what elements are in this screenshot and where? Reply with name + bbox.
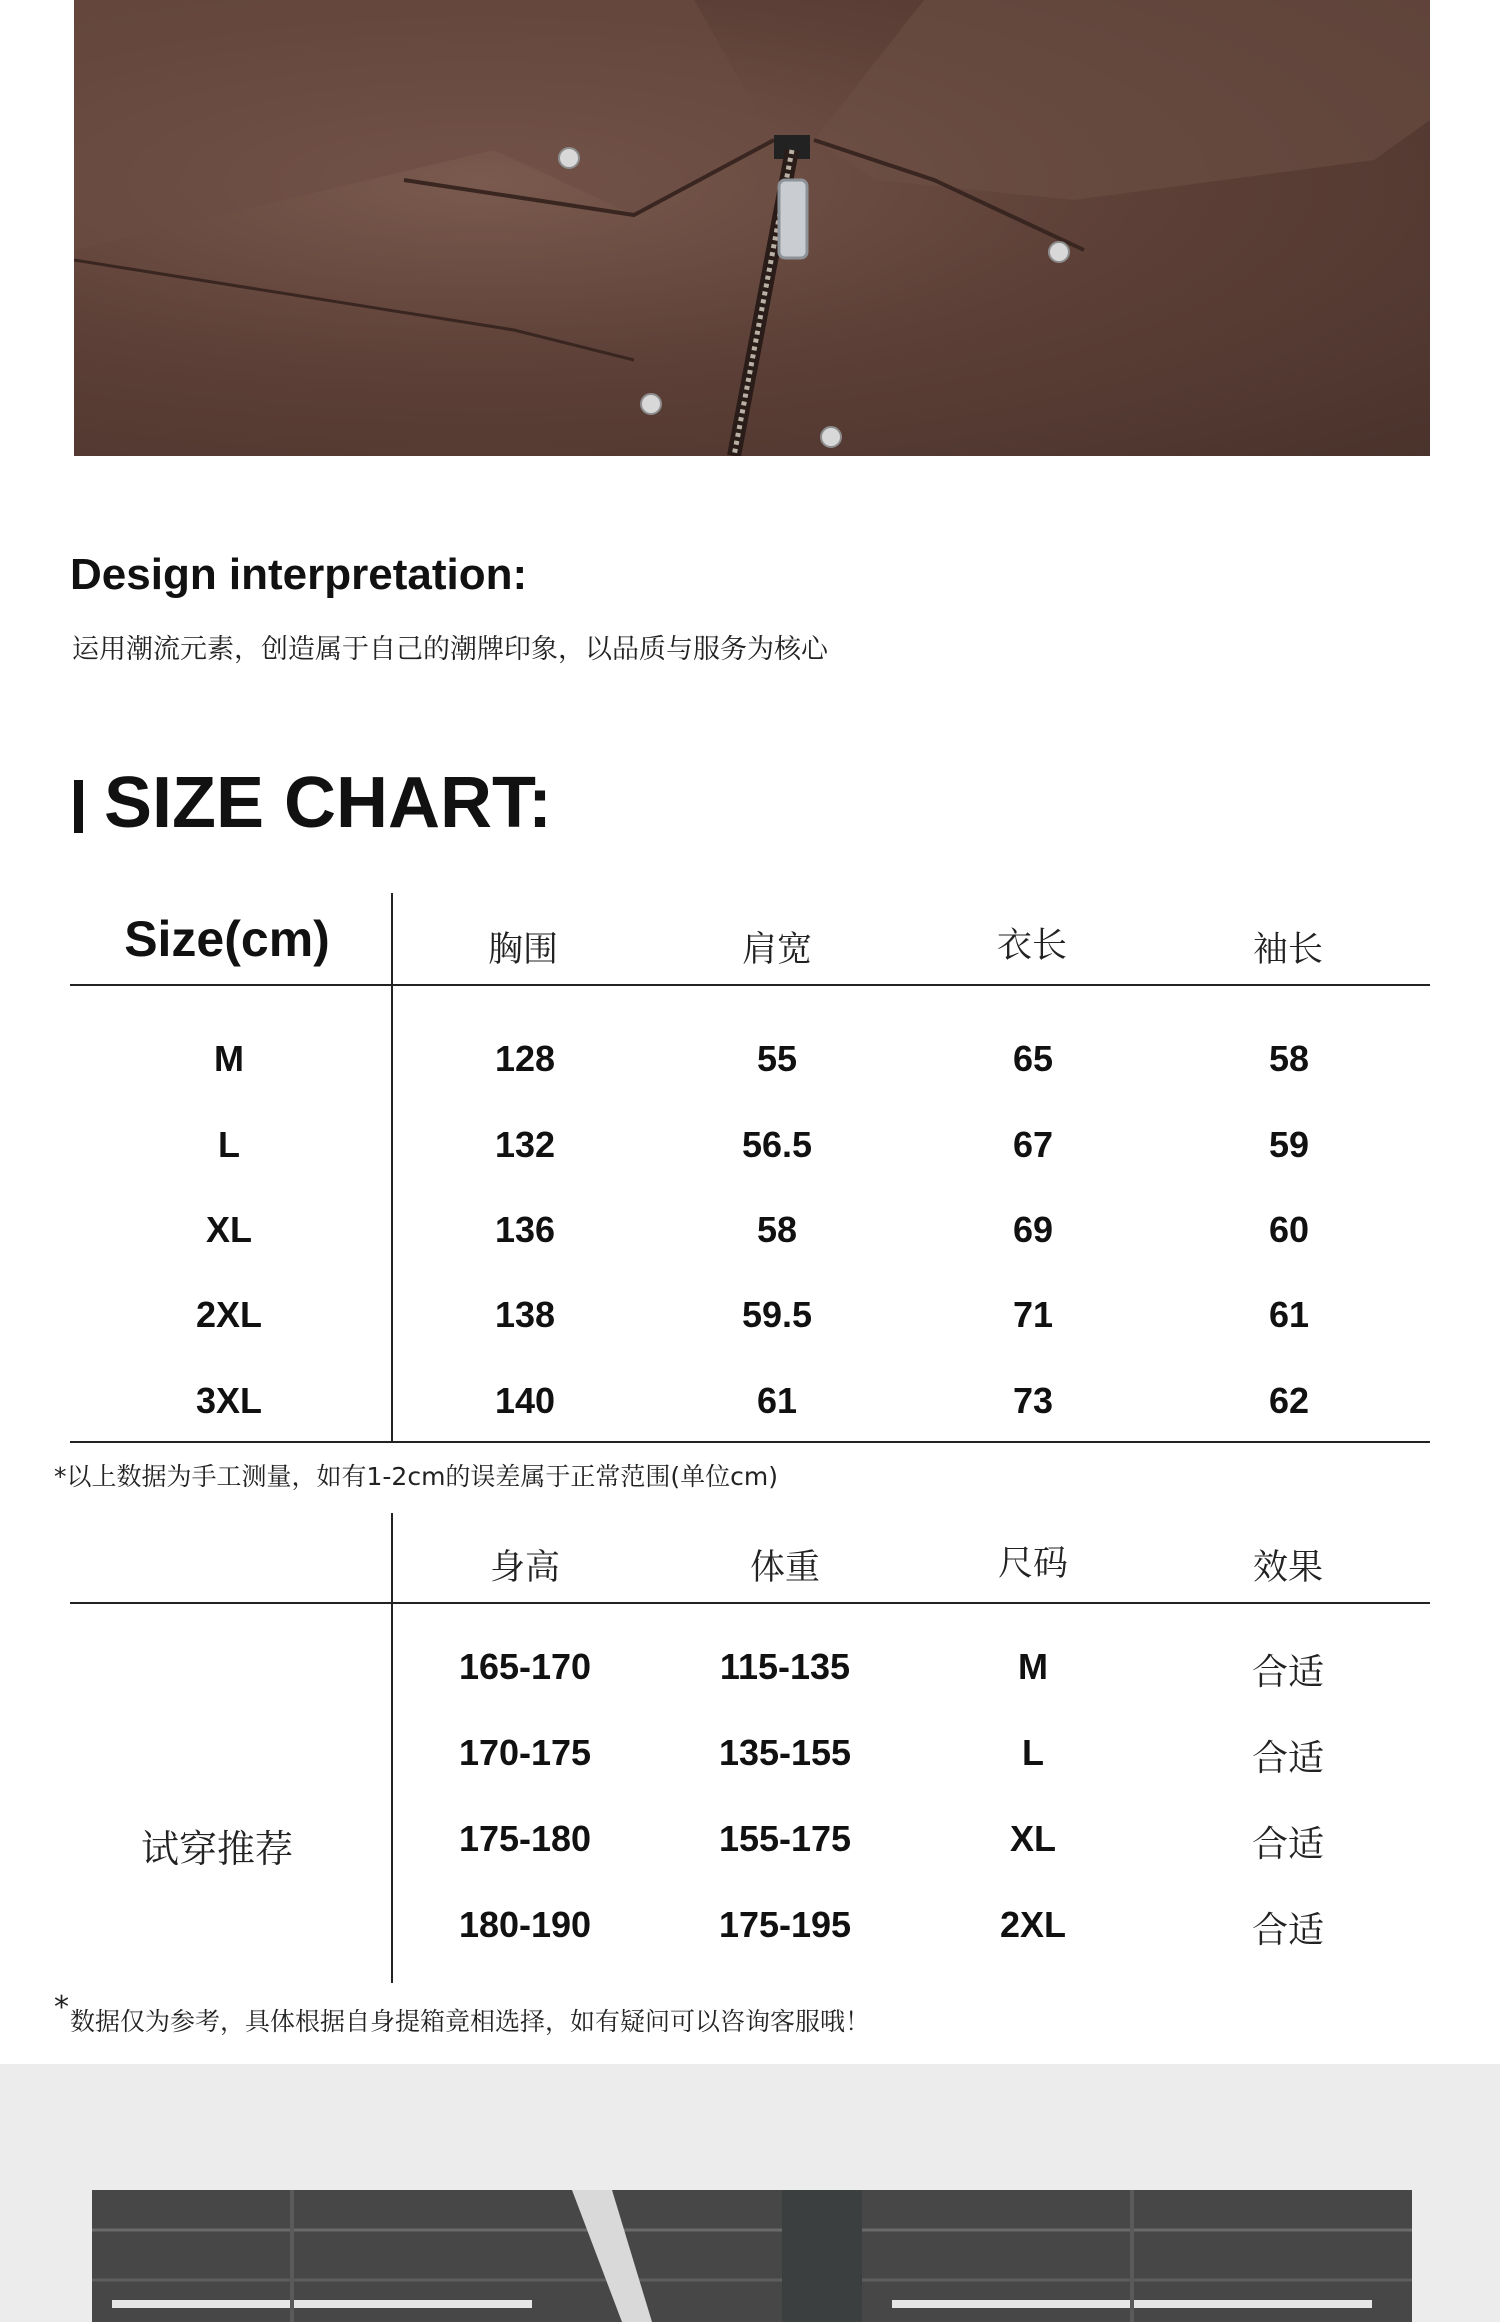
table-cell: XL bbox=[1009, 1818, 1057, 1859]
table-cell: XL bbox=[205, 1209, 253, 1250]
table-cell: 155-175 bbox=[718, 1818, 852, 1859]
table-cell: 60 bbox=[1268, 1209, 1310, 1250]
table-cell: 180-190 bbox=[458, 1904, 592, 1945]
table-cell: 175-180 bbox=[458, 1818, 592, 1859]
table-cell: 合适 bbox=[1251, 1652, 1325, 1693]
table-cell: 61 bbox=[756, 1380, 798, 1421]
table-cell: 115-135 bbox=[719, 1646, 851, 1687]
table-cell: 67 bbox=[1012, 1124, 1054, 1165]
fit-row-label: 试穿推荐 bbox=[140, 1827, 294, 1871]
table-cell: 138 bbox=[494, 1294, 556, 1335]
effect-header: 效果 bbox=[1252, 1548, 1324, 1588]
table-cell: 69 bbox=[1012, 1209, 1054, 1250]
weight-header: 体重 bbox=[749, 1548, 821, 1588]
note-star: * bbox=[54, 1990, 69, 2025]
table-cell: 132 bbox=[494, 1124, 556, 1165]
table-cell: 61 bbox=[1268, 1294, 1310, 1335]
title-accent-bar bbox=[74, 780, 83, 833]
table-bottom-line bbox=[70, 1441, 1430, 1443]
table-cell: 165-170 bbox=[458, 1646, 592, 1687]
table-cell: 59 bbox=[1268, 1124, 1310, 1165]
table-cell: M bbox=[1018, 1646, 1048, 1687]
table-cell: 136 bbox=[494, 1209, 556, 1250]
header-divider bbox=[70, 984, 1430, 986]
table-cell: 58 bbox=[756, 1209, 798, 1250]
table-cell: 175-195 bbox=[718, 1904, 852, 1945]
column-divider bbox=[391, 1513, 393, 1983]
table-cell: 2XL bbox=[999, 1904, 1067, 1945]
reference-note: 数据仅为参考，具体根据自身提箱竟相选择，如有疑问可以咨询客服哦！ bbox=[70, 2007, 871, 2036]
table-cell: 55 bbox=[756, 1038, 798, 1079]
height-header: 身高 bbox=[489, 1548, 561, 1588]
shoulder-header: 肩宽 bbox=[741, 930, 813, 970]
sleeve-header: 袖长 bbox=[1252, 930, 1324, 970]
measurement-note: *以上数据为手工测量，如有1-2cm的误差属于正常范围(单位cm) bbox=[54, 1462, 779, 1491]
table-cell: 73 bbox=[1012, 1380, 1054, 1421]
header-divider bbox=[70, 1602, 1430, 1604]
size-chart-title: SIZE CHART: bbox=[104, 763, 552, 843]
table-cell: 140 bbox=[494, 1380, 556, 1421]
size-header: Size(cm) bbox=[124, 911, 330, 967]
table-cell: 128 bbox=[494, 1038, 556, 1079]
table-cell: L bbox=[218, 1124, 240, 1165]
store-ceiling-photo bbox=[92, 2190, 1412, 2322]
column-divider bbox=[391, 893, 393, 1442]
table-cell: 合适 bbox=[1251, 1738, 1325, 1779]
table-cell: 合适 bbox=[1251, 1910, 1325, 1951]
table-cell: 170-175 bbox=[458, 1732, 592, 1773]
table-cell: 56.5 bbox=[741, 1124, 813, 1165]
design-title: Design interpretation: bbox=[70, 550, 528, 599]
table-cell: L bbox=[1022, 1732, 1044, 1773]
table-cell: 71 bbox=[1012, 1294, 1054, 1335]
table-cell: 2XL bbox=[195, 1294, 263, 1335]
size-header: 尺码 bbox=[997, 1544, 1069, 1584]
jacket-collar-photo bbox=[74, 0, 1430, 456]
table-cell: 59.5 bbox=[741, 1294, 813, 1335]
table-cell: 62 bbox=[1268, 1380, 1310, 1421]
length-header: 衣长 bbox=[996, 926, 1068, 966]
table-cell: 3XL bbox=[195, 1380, 263, 1421]
table-cell: 合适 bbox=[1251, 1824, 1325, 1865]
chest-header: 胸围 bbox=[487, 930, 559, 970]
table-cell: M bbox=[214, 1038, 244, 1079]
table-cell: 58 bbox=[1268, 1038, 1310, 1079]
table-cell: 135-155 bbox=[718, 1732, 852, 1773]
table-cell: 65 bbox=[1012, 1038, 1054, 1079]
design-subtitle: 运用潮流元素，创造属于自己的潮牌印象，以品质与服务为核心 bbox=[72, 634, 828, 665]
